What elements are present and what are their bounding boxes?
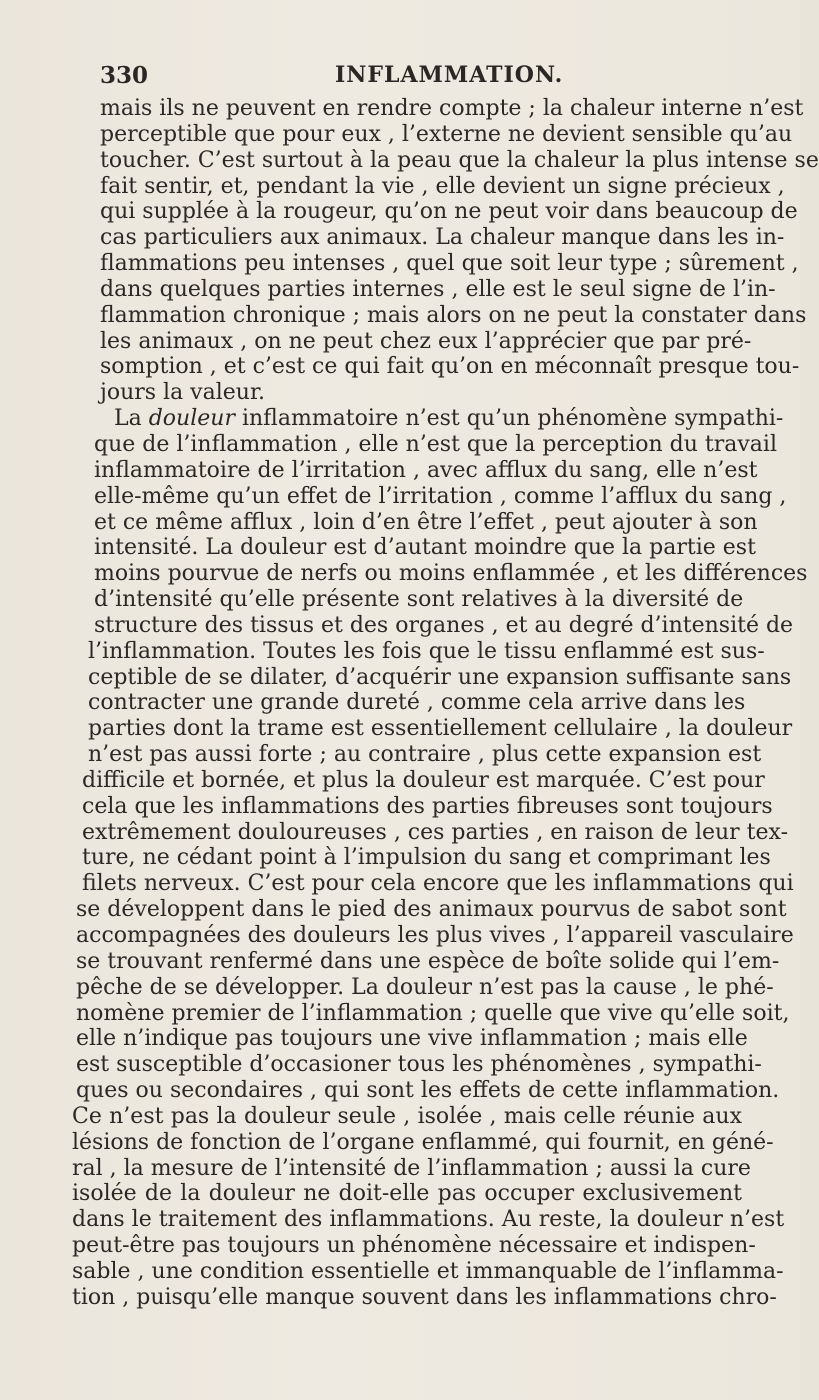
running-head: INFLAMMATION. bbox=[335, 62, 564, 88]
text-line: Ce n’est pas la douleur seule , isolée , mais celle réunie aux bbox=[72, 1103, 742, 1129]
text-line: tion , puisqu’elle manque souvent dans les inflammations chro- bbox=[72, 1284, 777, 1310]
text-line: mais ils ne peuvent en rendre compte ; la chaleur interne n’est bbox=[100, 96, 804, 121]
text-line: ques ou secondaires , qui sont les effets de cette inflammation. bbox=[76, 1078, 780, 1104]
italic-word: douleur bbox=[148, 406, 235, 432]
text-line: somption , et c’est ce qui fait qu’on en méconnaît presque tou- bbox=[100, 354, 800, 380]
text-line: inflammatoire de l’irritation , avec afflux du sang, elle n’est bbox=[94, 457, 758, 483]
text-line: n’est pas aussi forte ; au contraire , plus cette expansion est bbox=[88, 742, 762, 768]
text-line: et ce même afflux , loin d’en être l’effet , peut ajouter à son bbox=[94, 509, 758, 535]
text-line: extrêmement douloureuses , ces parties , en raison de leur tex- bbox=[82, 819, 788, 845]
text-line: contracter une grande dureté , comme cela arrive dans les bbox=[88, 690, 746, 716]
text-line: intensité. La douleur est d’autant moindre que la partie est bbox=[94, 535, 756, 561]
text-line: nomène premier de l’inflammation ; quelle que vive qu’elle soit, bbox=[76, 1000, 790, 1026]
text-line: dans le traitement des inflammations. Au reste, la douleur n’est bbox=[72, 1207, 785, 1233]
text-line: que de l’inflammation , elle n’est que la perception du travail bbox=[94, 431, 777, 457]
text-line: se développent dans le pied des animaux pourvus de sabot sont bbox=[76, 897, 787, 923]
page-number: 330 bbox=[100, 62, 149, 89]
text-line: fait sentir, et, pendant la vie , elle devient un signe précieux , bbox=[100, 173, 785, 199]
text-line: pêche de se développer. La douleur n’est pas la cause , le phé- bbox=[76, 974, 774, 1000]
text-line: filets nerveux. C’est pour cela encore que les inflammations qui bbox=[82, 871, 794, 897]
text-line: parties dont la trame est essentiellement cellulaire , la douleur bbox=[88, 716, 793, 742]
text-line: cela que les inflammations des parties fibreuses sont toujours bbox=[82, 793, 773, 819]
text-line: difficile et bornée, et plus la douleur est marquée. C’est pour bbox=[82, 767, 765, 793]
text-line: ral , la mesure de l’intensité de l’inflammation ; aussi la cure bbox=[72, 1155, 751, 1181]
text-fragment: inflammatoire n’est qu’un phénomène sympathi- bbox=[234, 406, 784, 432]
text-fragment: La bbox=[114, 406, 149, 432]
page-header bbox=[100, 62, 740, 96]
text-line: lésions de fonction de l’organe enflammé, qui fournit, en géné- bbox=[72, 1129, 774, 1155]
text-line: se trouvant renfermé dans une espèce de boîte solide qui l’em- bbox=[76, 948, 780, 974]
text-line: flammation chronique ; mais alors on ne peut la constater dans bbox=[100, 302, 807, 328]
text-line: elle-même qu’un effet de l’irritation , comme l’afflux du sang , bbox=[94, 483, 787, 509]
text-line: qui supplée à la rougeur, qu’on ne peut voir dans beaucoup de bbox=[100, 199, 798, 225]
text-line: ceptible de se dilater, d’acquérir une expansion suffisante sans bbox=[88, 664, 792, 690]
text-line: perceptible que pour eux , l’externe ne devient sensible qu’au bbox=[100, 121, 793, 147]
text-line: peut-être pas toujours un phénomène nécessaire et indispen- bbox=[72, 1233, 756, 1259]
text-line: jours la valeur. bbox=[100, 380, 266, 406]
text-line: elle n’indique pas toujours une vive inflammation ; mais elle bbox=[76, 1026, 748, 1052]
text-line: l’inflammation. Toutes les fois que le tissu enflammé est sus- bbox=[88, 638, 765, 664]
text-line: ture, ne cédant point à l’impulsion du sang et comprimant les bbox=[82, 845, 771, 871]
body-text bbox=[72, 96, 819, 1311]
text-line: moins pourvue de nerfs ou moins enflammée , et les différences bbox=[94, 561, 808, 587]
paragraph-first-line bbox=[72, 406, 784, 432]
text-line: sable , une condition essentielle et immanquable de l’inflamma- bbox=[72, 1258, 784, 1284]
text-line: les animaux , on ne peut chez eux l’apprécier que par pré- bbox=[100, 328, 752, 354]
text-line: est susceptible d’occasioner tous les phénomènes , sympathi- bbox=[76, 1052, 762, 1078]
text-line: d’intensité qu’elle présente sont relatives à la diversité de bbox=[94, 587, 744, 613]
text-line: isolée de la douleur ne doit-elle pas occuper exclusivement bbox=[72, 1181, 742, 1207]
text-line: cas particuliers aux animaux. La chaleur manque dans les in- bbox=[100, 225, 785, 251]
text-line: toucher. C’est surtout à la peau que la chaleur la plus intense se bbox=[100, 147, 819, 173]
text-line: dans quelques parties internes , elle est le seul signe de l’in- bbox=[100, 276, 776, 302]
text-line: structure des tissus et des organes , et au degré d’intensité de bbox=[94, 612, 794, 638]
text-line: accompagnées des douleurs les plus vives , l’appareil vasculaire bbox=[76, 923, 794, 948]
text-line: flammations peu intenses , quel que soit leur type ; sûrement , bbox=[100, 251, 799, 277]
